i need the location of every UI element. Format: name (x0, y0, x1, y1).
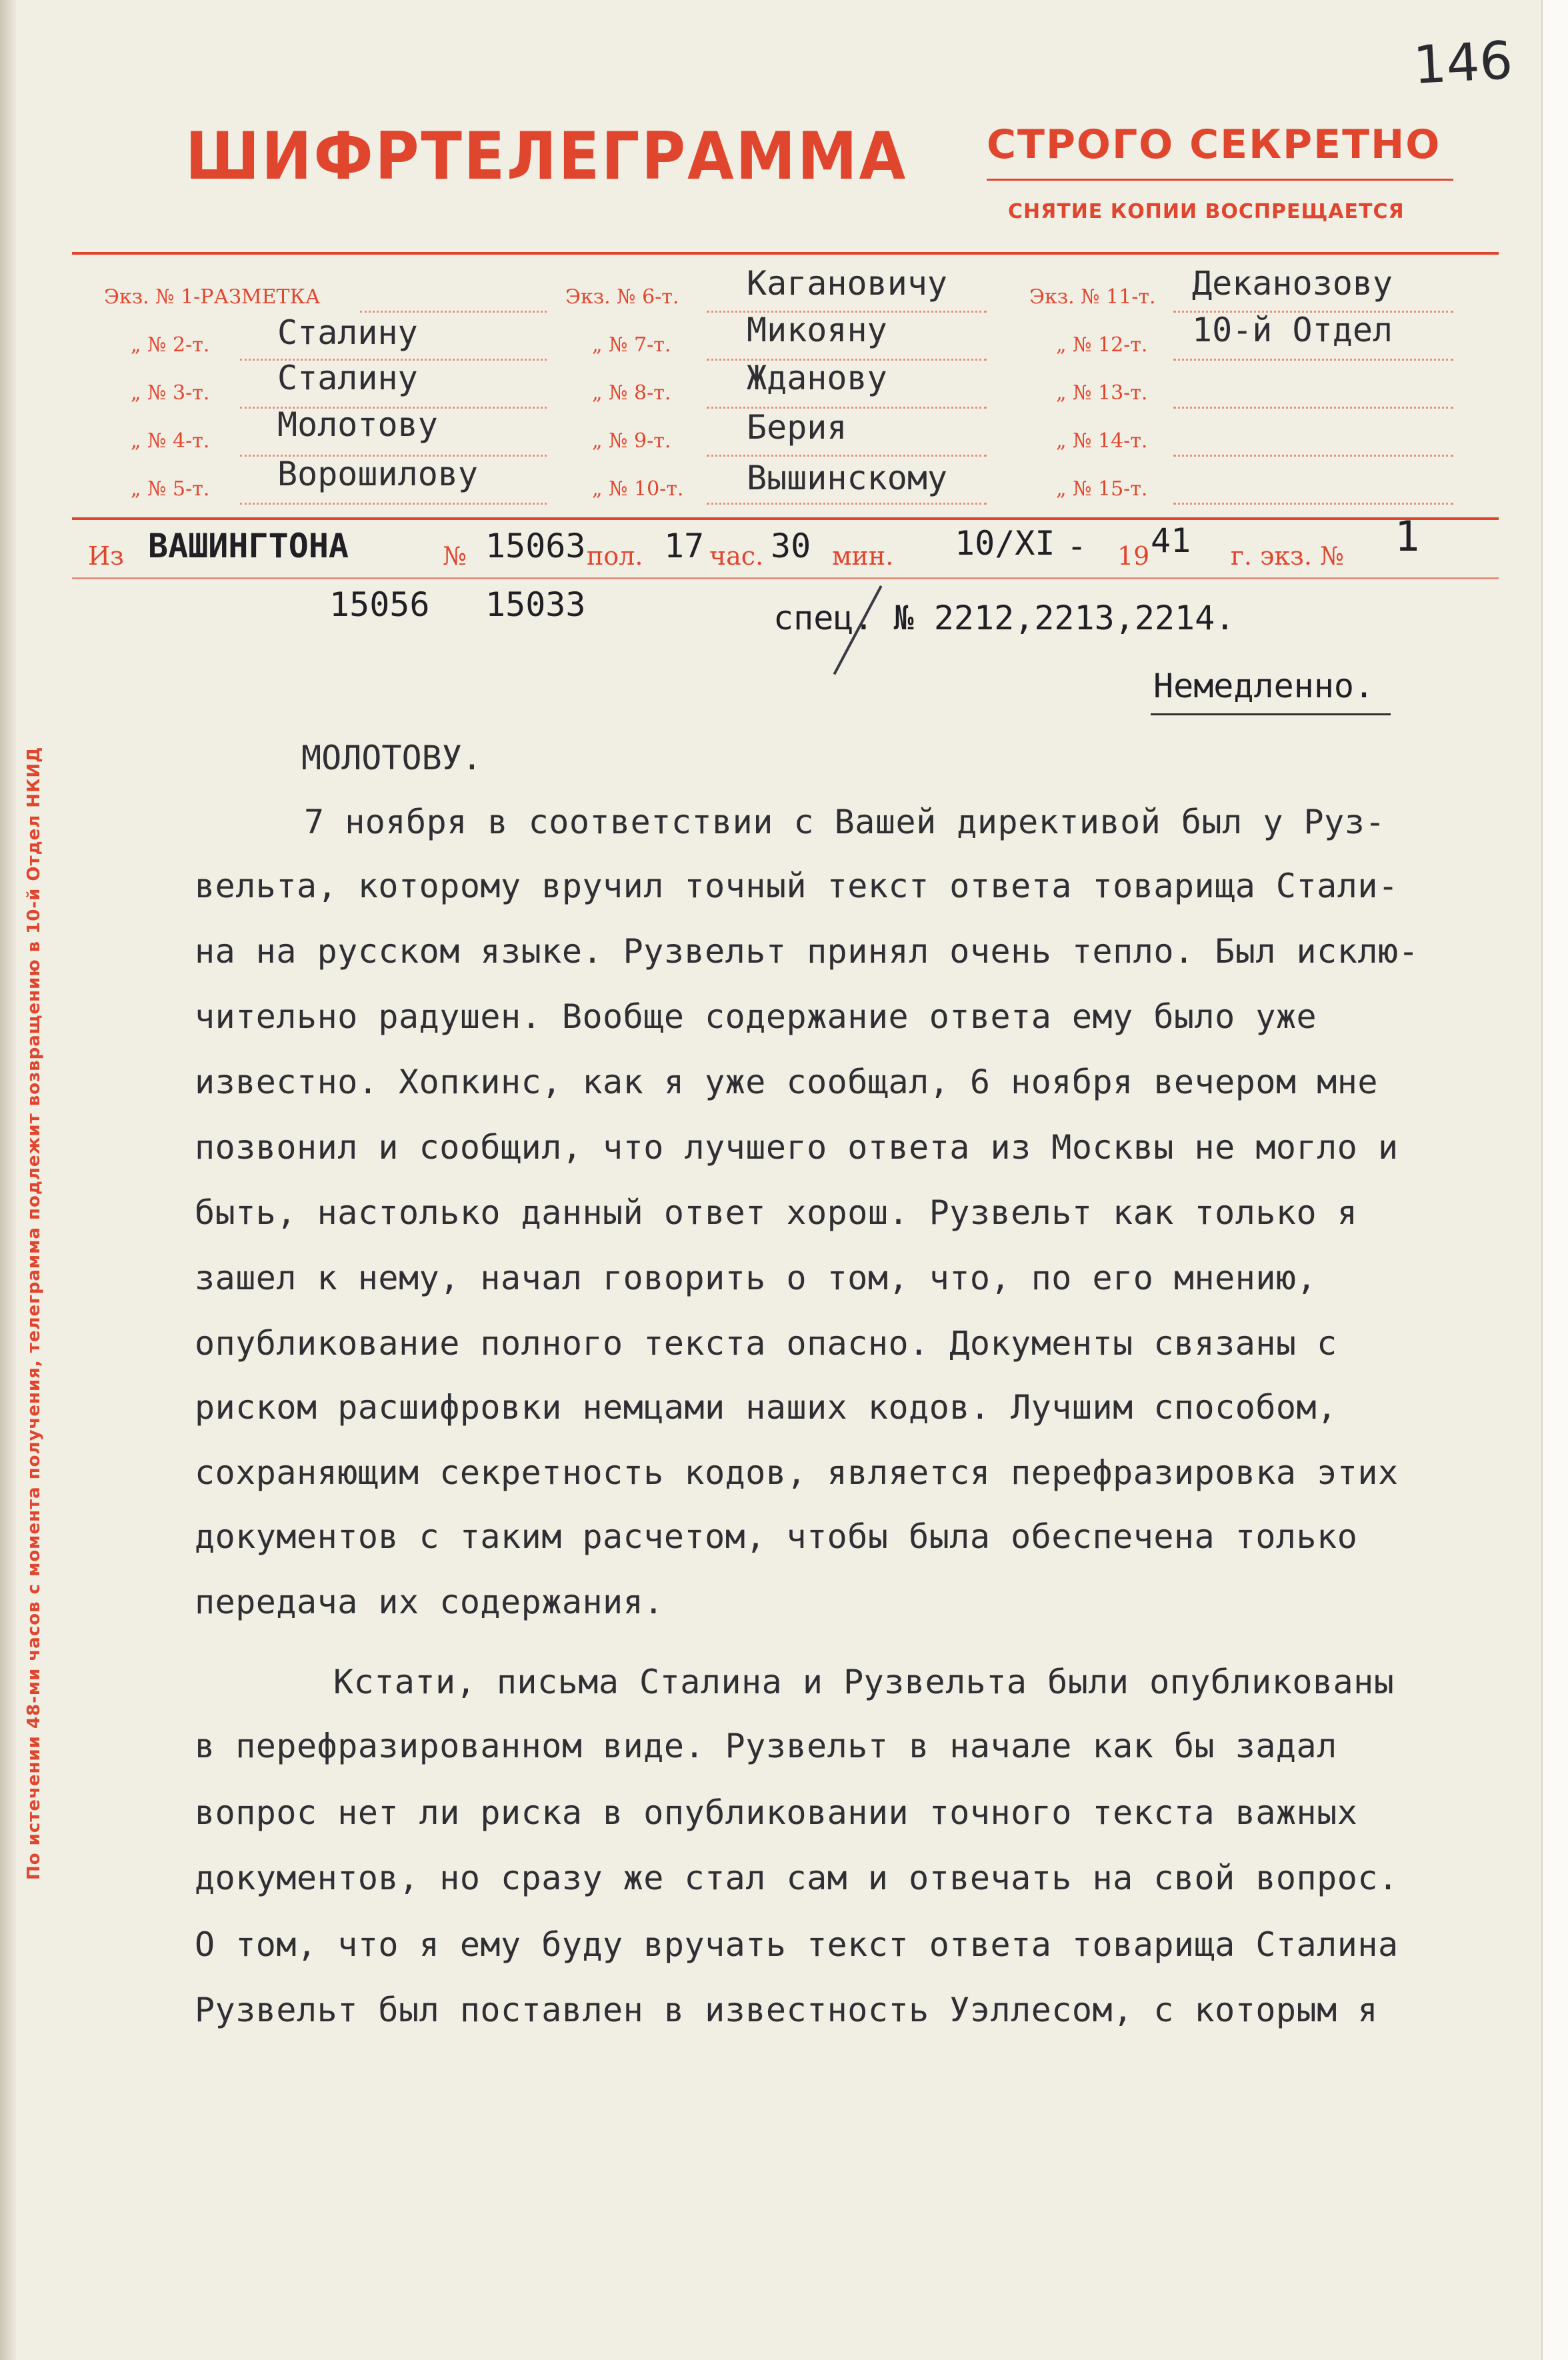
dist-label: „ № 5-т. (131, 477, 210, 501)
date-dash: - (1067, 527, 1087, 565)
form-title: ШИФРТЕЛЕГРАММА (185, 119, 908, 195)
hour-value: 17 (664, 527, 705, 565)
body-line: вопрос нет ли риска в опубликовании точного текста важных (195, 1793, 1358, 1832)
body-line: чительно радушен. Вообще содержание ответа ему было уже (195, 997, 1317, 1036)
dist-line (240, 503, 547, 505)
header-divider (72, 252, 1499, 255)
dist-label: „ № 8-т. (592, 381, 671, 405)
dist-name: 10-й Отдел (1192, 311, 1393, 349)
dist-label: „ № 7-т. (592, 333, 671, 357)
hour-label: час. (709, 541, 764, 571)
body-line: Рузвельт был поставлен в известность Уэллесом, с которым я (195, 1991, 1378, 2029)
origin-city: ВАШИНГТОНА (148, 527, 349, 565)
dist-label: „ № 3-т. (131, 381, 210, 405)
dist-name: Сталину (277, 313, 418, 352)
minute-value: 30 (771, 527, 811, 565)
dist-line (1173, 455, 1453, 457)
header-divider (72, 517, 1499, 520)
return-instruction: По истечении 48-ми часов с момента получения, телеграмма подлежит возвращению в 10-й Отдел НКИД (24, 746, 44, 1880)
dist-name: Молотову (277, 405, 438, 444)
from-label: Из (88, 541, 124, 571)
body-line: позвонил и сообщил, что лучшего ответа из Москвы не могло и (195, 1128, 1399, 1167)
priority-mark: Немедленно. (1153, 667, 1375, 705)
dist-label: „ № 4-т. (131, 429, 210, 453)
dist-line (1173, 359, 1453, 361)
dist-line (1173, 503, 1453, 505)
telegram-number: 15063 (485, 527, 586, 565)
dist-label: „ № 12-т. (1056, 333, 1148, 357)
origin-divider (72, 577, 1499, 579)
dist-line (1173, 407, 1453, 409)
body-line: на на русском языке. Рузвельт принял очень тепло. Был исклю- (195, 932, 1419, 971)
dist-label: „ № 13-т. (1056, 381, 1148, 405)
binding-edge (0, 0, 16, 2360)
dist-label: „ № 10-т. (592, 477, 684, 501)
dist-name: Деканозову (1192, 264, 1393, 303)
dist-label: „ № 15-т. (1056, 477, 1148, 501)
dist-name: Ворошилову (277, 455, 479, 493)
addressee: МОЛОТОВУ. (301, 739, 482, 777)
minute-label: мин. (832, 541, 894, 571)
copy-label: г. экз. № (1231, 541, 1344, 571)
body-line: документов, но сразу же стал сам и отвечать на свой вопрос. (195, 1859, 1399, 1897)
classification-underline (987, 179, 1453, 181)
dist-name: Кагановичу (747, 264, 948, 303)
dist-label: Экз. № 6-т. (565, 285, 679, 309)
extra-number: 15056 (329, 585, 430, 624)
page-margin (1541, 0, 1568, 2360)
body-line: Кстати, письма Сталина и Рузвельта были опубликованы (333, 1663, 1395, 1701)
body-line: передача их содержания. (195, 1583, 664, 1621)
dist-line (360, 311, 547, 313)
dist-label: „ № 2-т. (131, 333, 210, 357)
dist-line (707, 503, 987, 505)
dist-label: Экз. № 11-т. (1029, 285, 1156, 309)
body-line: в перефразированном виде. Рузвельт в начале как бы задал (195, 1727, 1337, 1765)
classification-stamp: СТРОГО СЕКРЕТНО (987, 121, 1441, 168)
dist-name: Жданову (747, 359, 887, 397)
priority-underline (1151, 713, 1391, 715)
body-line: быть, настолько данный ответ хорош. Рузвельт как только я (195, 1193, 1358, 1232)
dist-name: Вышинскому (747, 459, 948, 497)
year-prefix: 19 (1117, 541, 1150, 571)
sheet-number: 146 (1411, 31, 1515, 96)
year-suffix: 41 (1151, 521, 1191, 560)
body-line: сохраняющим секретность кодов, является перефразировка этих (195, 1453, 1399, 1492)
copy-number: 1 (1395, 512, 1420, 561)
date-value: 10/XI (955, 524, 1055, 563)
dist-name: Микояну (747, 311, 887, 349)
dist-line (707, 455, 987, 457)
spec-line: спец. № 2212,2213,2214. (773, 599, 1235, 637)
copy-warning: СНЯТИЕ КОПИИ ВОСПРЕЩАЕТСЯ (1008, 200, 1405, 223)
extra-number: 15033 (485, 585, 586, 624)
body-line: зашел к нему, начал говорить о том, что, по его мнению, (195, 1259, 1317, 1297)
dist-label: „ № 9-т. (592, 429, 671, 453)
dist-name: Берия (747, 408, 847, 447)
body-line: вельта, которому вручил точный текст ответа товарища Стали- (195, 867, 1399, 905)
number-label: № (443, 541, 467, 571)
body-line: риском расшифровки немцами наших кодов. Лучшим способом, (195, 1388, 1337, 1427)
body-line: документов с таким расчетом, чтобы была обеспечена только (195, 1517, 1358, 1556)
dist-label: Экз. № 1-РАЗМЕТКА (104, 285, 321, 309)
body-line: опубликование полного текста опасно. Документы связаны с (195, 1324, 1337, 1363)
body-line: известно. Хопкинс, как я уже сообщал, 6 ноября вечером мне (195, 1063, 1378, 1101)
body-line: О том, что я ему буду вручать текст ответа товарища Сталина (195, 1925, 1399, 1964)
body-line: 7 ноября в соответствии с Вашей директивой был у Руз- (304, 803, 1385, 841)
dist-label: „ № 14-т. (1056, 429, 1148, 453)
received-label: пол. (587, 541, 643, 571)
dist-name: Сталину (277, 359, 418, 397)
